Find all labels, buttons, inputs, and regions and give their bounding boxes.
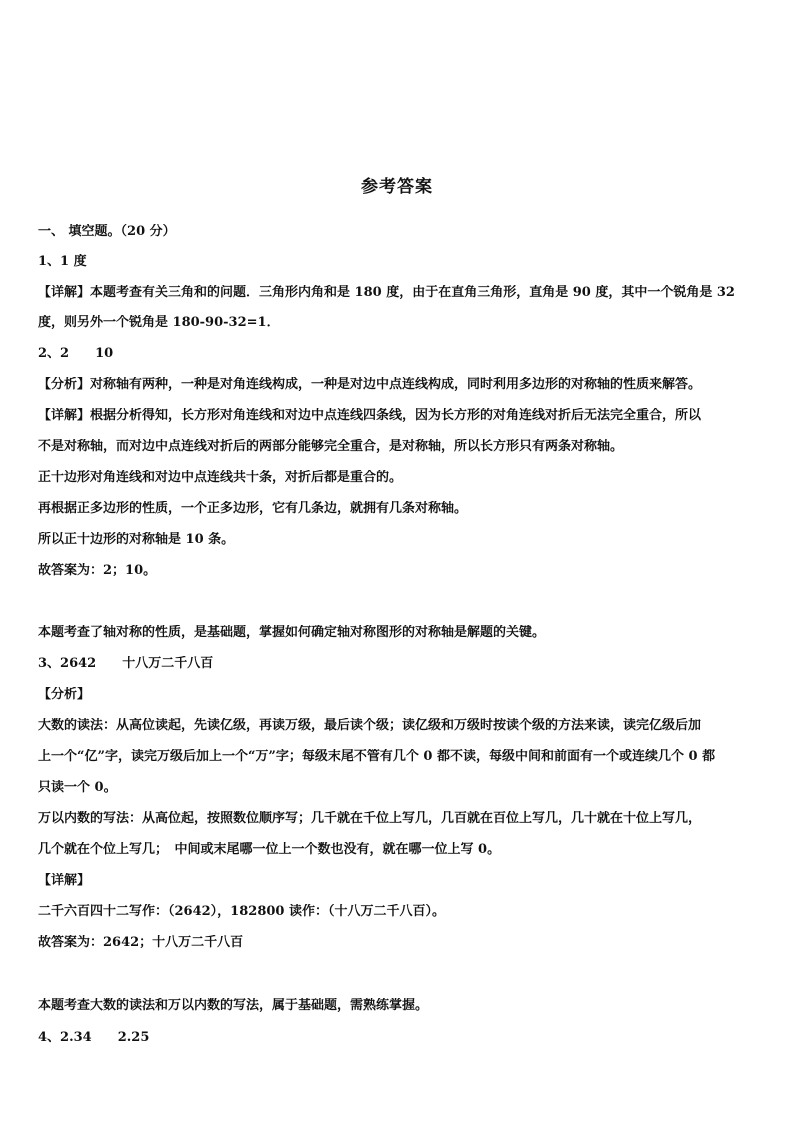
answer-3-analysis-cont: 只读一个 0。 xyxy=(38,780,117,795)
answer-2-detail-cont: 不是对称轴，而对边中点连线对折后的两部分能够完全重合，是对称轴，所以长方形只有两条对称轴。 xyxy=(38,439,624,454)
answer-3-analysis: 大数的读法：从高位读起，先读亿级，再读万级，最后读个级；读亿级和万级时按读个级的方法来读，读完亿级后加 xyxy=(38,718,702,733)
answer-3-detail-label: 【详解】 xyxy=(38,873,91,888)
answer-3-detail: 二千六百四十二写作：（2642），182800 读作：（十八万二千八百）。 xyxy=(38,904,445,919)
answer-2-detail-line: 所以正十边形的对称轴是 10 条。 xyxy=(38,532,235,547)
answer-2-detail-line: 正十边形对角连线和对边中点连线共十条，对折后都是重合的。 xyxy=(38,470,403,485)
answer-3-summary: 本题考查大数的读法和万以内数的写法，属于基础题，需熟练掌握。 xyxy=(38,998,429,1013)
page-title: 参考答案 xyxy=(361,177,433,197)
answer-3-writing-rule-cont: 几个就在个位上写几； 中间或末尾哪一位上一个数也没有，就在哪一位上写 0。 xyxy=(38,842,501,857)
answer-4: 4、2.34 2.25 xyxy=(38,1030,150,1045)
answer-2-conclusion: 故答案为：2；10。 xyxy=(38,563,157,578)
answer-2-detail-line: 再根据正多边形的性质，一个正多边形，它有几条边，就拥有几条对称轴。 xyxy=(38,501,468,516)
answer-2-summary: 本题考查了轴对称的性质，是基础题，掌握如何确定轴对称图形的对称轴是解题的关键。 xyxy=(38,625,546,640)
answer-3-analysis-label: 【分析】 xyxy=(38,687,91,702)
answer-1: 1、1 度 xyxy=(38,254,87,269)
section-heading: 一、 填空题。（20 分） xyxy=(38,224,176,239)
answer-3-conclusion: 故答案为：2642；十八万二千八百 xyxy=(38,935,244,950)
answer-3: 3、2642 十八万二千八百 xyxy=(38,656,214,671)
answer-1-detail-cont: 度，则另外一个锐角是 180-90-32=1． xyxy=(38,315,280,330)
answer-1-detail: 【详解】本题考查有关三角和的问题．三角形内角和是 180 度，由于在直角三角形，直角是 90 度，其中一个锐角是 32 xyxy=(38,285,735,300)
answer-3-writing-rule: 万以内数的写法：从高位起，按照数位顺序写；几千就在千位上写几，几百就在百位上写几，几十就在十位上写几， xyxy=(38,811,702,826)
answer-2: 2、2 10 xyxy=(38,346,114,361)
answer-2-analysis: 【分析】对称轴有两种，一种是对角连线构成，一种是对边中点连线构成，同时利用多边形的对称轴的性质来解答。 xyxy=(38,377,702,392)
answer-3-analysis-cont: 上一个“亿”字，读完万级后加上一个“万”字；每级末尾不管有几个 0 都不读，每级中间和前面有一个或连续几个 0 都 xyxy=(38,749,716,764)
answer-2-detail: 【详解】根据分析得知，长方形对角连线和对边中点连线四条线，因为长方形的对角连线对折后无法完全重合，所以 xyxy=(38,408,702,423)
